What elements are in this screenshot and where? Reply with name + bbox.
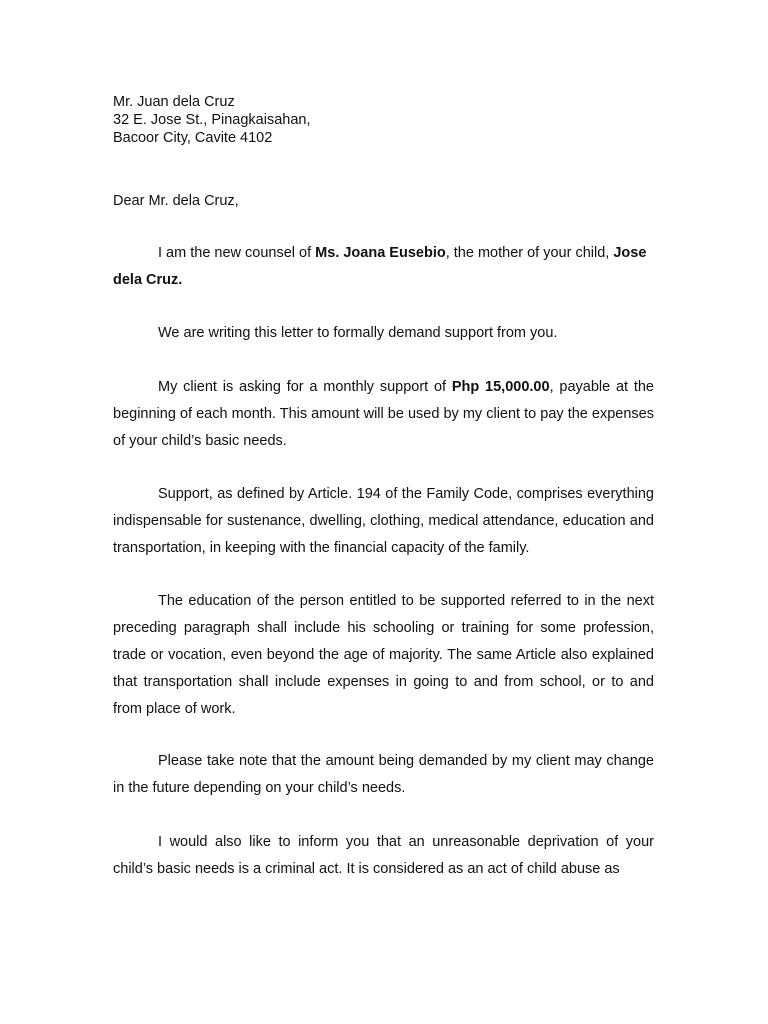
paragraph-text: My client is asking for a monthly support of xyxy=(158,379,452,395)
paragraph-amount-change: Please take note that the amount being demanded by my client may change in the future depending on your child’s needs. xyxy=(113,753,654,796)
paragraph-demand: We are writing this letter to formally demand support from you. xyxy=(158,325,558,341)
paragraph-child-abuse: I would also like to inform you that an unreasonable deprivation of your child’s basic needs is a criminal act. It is considered as an act of child abuse as xyxy=(113,834,654,877)
child-name: Jose dela Cruz. xyxy=(113,245,647,288)
paragraph-amount xyxy=(113,374,654,455)
paragraph-education: The education of the person entitled to be supported referred to in the next preceding paragraph shall include his schooling or training for some profession, trade or vocation, even beyond the age of majority. The same Article also explained that transportation shall include expenses in going to and from school, or to and from place of work. xyxy=(113,593,654,717)
paragraph-support-definition: Support, as defined by Article. 194 of the Family Code, comprises everything indispensable for sustenance, dwelling, clothing, medical attendance, education and transportation, in keeping with the financial capacity of the family. xyxy=(113,486,654,556)
client-name: Ms. Joana Eusebio xyxy=(315,245,446,261)
paragraph-text: , the mother of your child, xyxy=(445,245,614,261)
paragraph-text: , payable at the beginning of each month. This amount will be used by my client to pay the expenses of your child’s basic needs. xyxy=(113,379,654,449)
recipient-name: Mr. Juan dela Cruz xyxy=(113,94,235,110)
support-amount: Php 15,000.00 xyxy=(451,379,550,395)
recipient-city: Bacoor City, Cavite 4102 xyxy=(113,130,273,146)
salutation: Dear Mr. dela Cruz, xyxy=(113,193,239,209)
recipient-street: 32 E. Jose St., Pinagkaisahan, xyxy=(113,112,311,128)
recipient-address xyxy=(113,93,673,147)
paragraph-counsel-intro xyxy=(113,240,654,294)
paragraph-text: I am the new counsel of xyxy=(158,245,316,261)
